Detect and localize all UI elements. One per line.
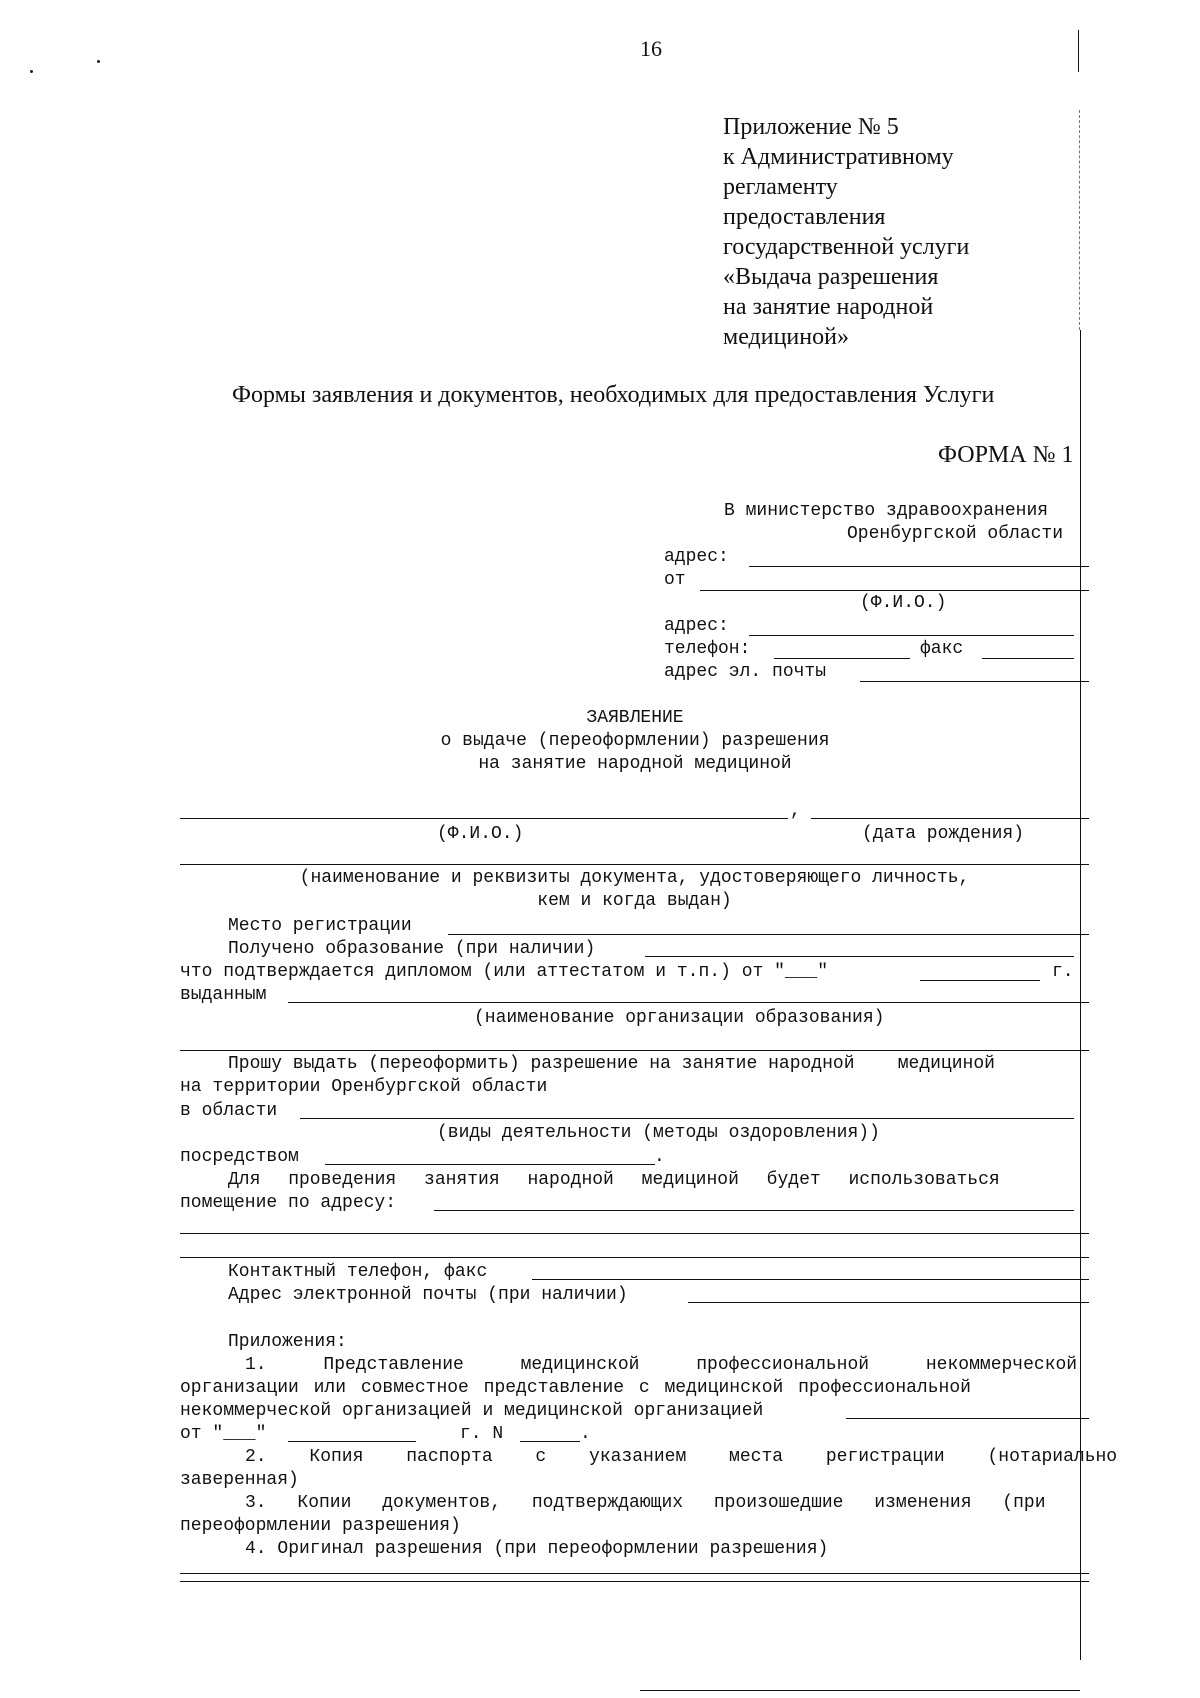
attachment-1-num-line[interactable] bbox=[520, 1441, 580, 1442]
page-edge-dashes bbox=[1079, 110, 1080, 330]
activity-caption: (виды деятельности (методы оздоровления)) bbox=[437, 1123, 880, 1143]
addressee-address-label: адрес: bbox=[664, 547, 729, 567]
registration-line[interactable] bbox=[448, 934, 1089, 935]
applicant-address-line[interactable] bbox=[749, 635, 1074, 636]
comma-sep: , bbox=[790, 801, 801, 821]
area-label: в области bbox=[180, 1101, 278, 1121]
registration-label: Место регистрации bbox=[228, 916, 412, 936]
contact-email-line[interactable] bbox=[688, 1302, 1089, 1303]
year-suffix: г. bbox=[1052, 962, 1074, 982]
annex-block bbox=[723, 112, 969, 352]
premises-line: Для проведения занятия народной медициной будет использоваться bbox=[228, 1170, 1000, 1190]
separator-line bbox=[180, 1050, 1089, 1051]
birth-date-line[interactable] bbox=[811, 818, 1089, 819]
premises-line-2[interactable] bbox=[180, 1233, 1089, 1234]
addressee-line-1: В министерство здравоохранения bbox=[724, 501, 1049, 521]
annex-line: Приложение № 5 bbox=[723, 114, 899, 140]
attachment-1-date-line[interactable] bbox=[288, 1441, 416, 1442]
page-number: 16 bbox=[640, 36, 662, 61]
heading-line-2: о выдаче (переоформлении) разрешения bbox=[440, 731, 830, 751]
section-title: Формы заявления и документов, необходимых для предоставления Услуги bbox=[232, 382, 995, 408]
phone-label: телефон: bbox=[664, 639, 751, 659]
diploma-text: что подтверждается дипломом (или аттестатом и т.п.) от "___" bbox=[180, 962, 829, 982]
education-line[interactable] bbox=[645, 956, 1074, 957]
form-label: ФОРМА № 1 bbox=[938, 442, 1074, 468]
applicant-address-label: адрес: bbox=[664, 616, 729, 636]
attachment-3-line-2: переоформлении разрешения) bbox=[180, 1516, 461, 1536]
addressee-line-2: Оренбургской области bbox=[847, 524, 1064, 544]
email-line[interactable] bbox=[860, 681, 1089, 682]
attachment-1-line-1: 1. Представление медицинской профессиональной некоммерческой bbox=[245, 1355, 1078, 1375]
annex-line: предоставления bbox=[723, 204, 886, 230]
diploma-date-line[interactable] bbox=[920, 980, 1040, 981]
attachment-4: 4. Оригинал разрешения (при переоформлении разрешения) bbox=[245, 1539, 829, 1559]
attachment-1-date: от "___" bbox=[180, 1424, 267, 1444]
fax-line[interactable] bbox=[982, 658, 1074, 659]
contact-phone-line[interactable] bbox=[532, 1279, 1089, 1280]
scan-speck bbox=[97, 60, 100, 63]
identity-doc-caption: (наименование и реквизиты документа, удостоверяющего личность, кем и когда выдан) bbox=[299, 868, 970, 911]
address-line[interactable] bbox=[749, 566, 1089, 567]
addressee-from-label: от bbox=[664, 570, 686, 590]
annex-line: к Административному bbox=[723, 144, 954, 170]
fio-line[interactable] bbox=[180, 818, 788, 819]
attachment-1-num: г. N bbox=[460, 1424, 504, 1444]
attachments-title: Приложения: bbox=[228, 1332, 347, 1352]
org-caption: (наименование организации образования) bbox=[474, 1008, 885, 1028]
page-edge-line bbox=[1078, 30, 1079, 72]
period: . bbox=[654, 1147, 665, 1167]
means-label: посредством bbox=[180, 1147, 299, 1167]
closing-line-2 bbox=[180, 1581, 1089, 1582]
issued-label: выданным bbox=[180, 985, 267, 1005]
closing-line-1 bbox=[180, 1573, 1089, 1574]
heading-title: ЗАЯВЛЕНИЕ bbox=[586, 708, 684, 728]
statement-heading bbox=[300, 707, 970, 776]
identity-doc-line[interactable] bbox=[180, 864, 1089, 865]
from-line[interactable] bbox=[700, 590, 1089, 591]
area-line[interactable] bbox=[300, 1118, 1074, 1119]
annex-line: государственной услуги bbox=[723, 234, 970, 260]
premises-label: помещение по адресу: bbox=[180, 1193, 397, 1213]
phone-line[interactable] bbox=[774, 658, 910, 659]
attachment-1-org-line[interactable] bbox=[846, 1418, 1089, 1419]
annex-line: на занятие народной bbox=[723, 294, 934, 320]
means-line[interactable] bbox=[325, 1164, 655, 1165]
premises-address-line[interactable] bbox=[434, 1210, 1074, 1211]
attachment-1-line-3: некоммерческой организацией и медицинской организацией bbox=[180, 1401, 764, 1421]
annex-line: «Выдача разрешения bbox=[723, 264, 939, 290]
period: . bbox=[580, 1424, 591, 1444]
bottom-edge-line bbox=[640, 1690, 1080, 1691]
birth-caption: (дата рождения) bbox=[862, 824, 1025, 844]
email-label: адрес эл. почты bbox=[664, 662, 827, 682]
attachment-3-line-1: 3. Копии документов, подтверждающих произошедшие изменения (при bbox=[245, 1493, 1046, 1513]
fio-caption: (Ф.И.О.) bbox=[437, 824, 524, 844]
contact-email-label: Адрес электронной почты (при наличии) bbox=[228, 1285, 628, 1305]
request-line-1: Прошу выдать (переоформить) разрешение на занятие народной медициной bbox=[228, 1054, 995, 1074]
attachment-2-line-1: 2. Копия паспорта с указанием места регистрации (нотариально bbox=[245, 1447, 1118, 1467]
annex-line: регламенту bbox=[723, 174, 838, 200]
scan-speck bbox=[30, 70, 33, 73]
premises-line-3[interactable] bbox=[180, 1257, 1089, 1258]
addressee-fio-caption: (Ф.И.О.) bbox=[860, 593, 947, 613]
request-line-2: на территории Оренбургской области bbox=[180, 1077, 548, 1097]
issued-line[interactable] bbox=[288, 1002, 1089, 1003]
annex-line: медициной» bbox=[723, 324, 849, 350]
heading-line-3: на занятие народной медициной bbox=[478, 754, 792, 774]
fax-label: факс bbox=[920, 639, 964, 659]
attachment-1-line-2: организации или совместное представление с медицинской профессиональной bbox=[180, 1378, 971, 1398]
attachment-2-line-2: заверенная) bbox=[180, 1470, 299, 1490]
education-label: Получено образование (при наличии) bbox=[228, 939, 596, 959]
contact-phone-label: Контактный телефон, факс bbox=[228, 1262, 488, 1282]
